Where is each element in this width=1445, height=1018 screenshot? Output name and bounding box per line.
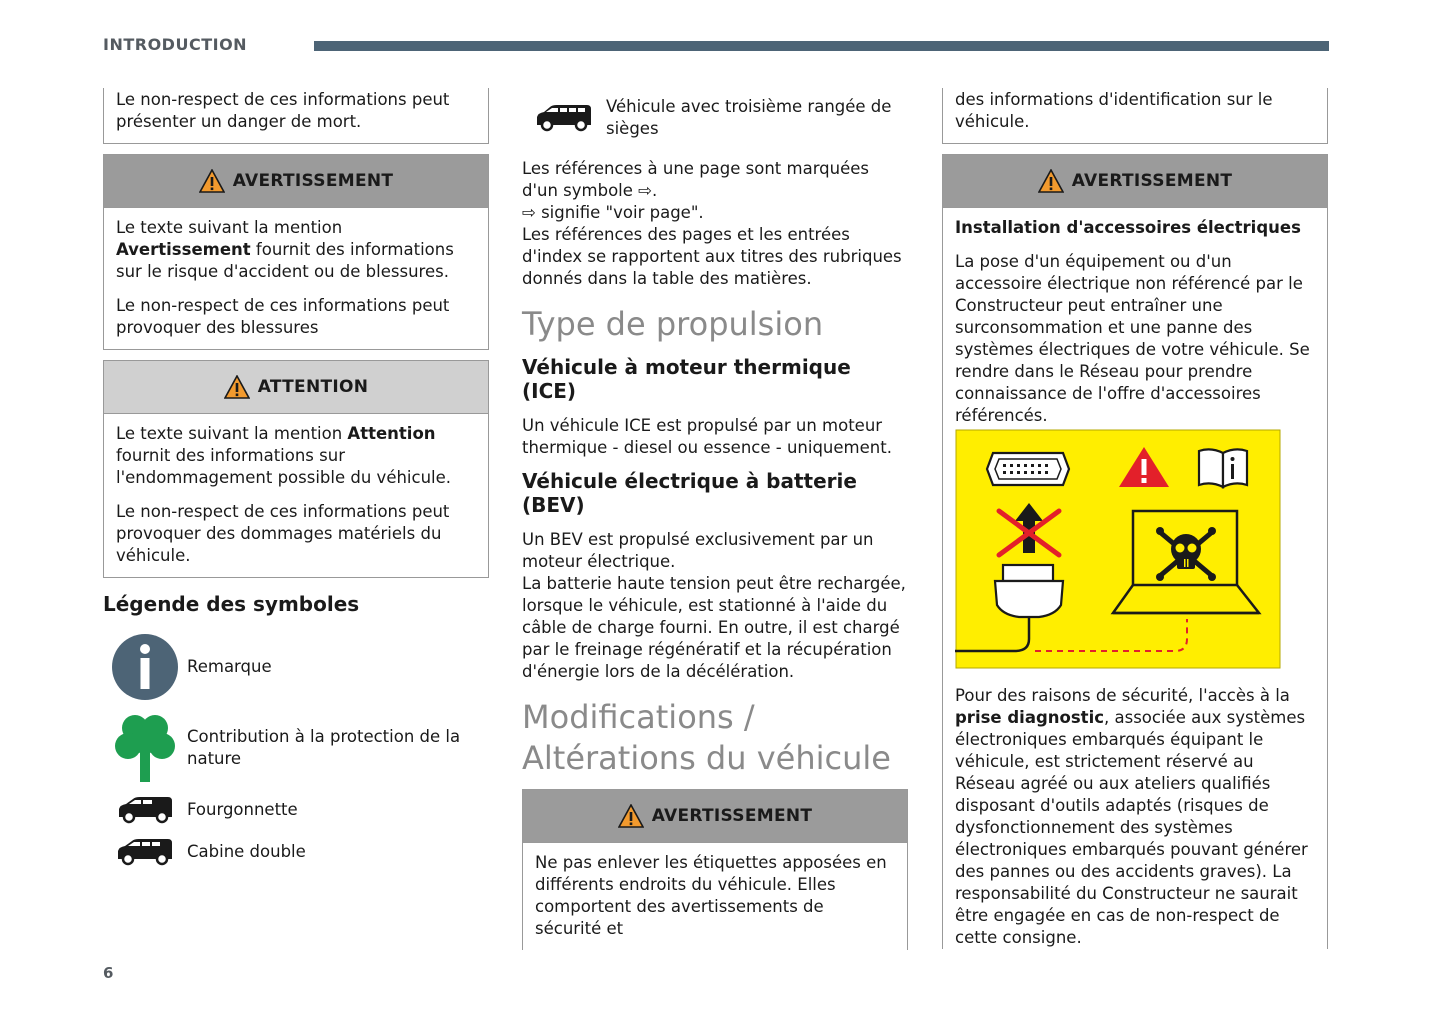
legend-item-nature xyxy=(103,714,489,782)
legend-item-double-cab xyxy=(103,838,489,866)
tree-icon xyxy=(115,714,175,782)
legend-label: Remarque xyxy=(187,657,272,676)
electrical-p1: La pose d'un équipement ou d'un accessoire électrique non référencé par le Constructeur peut entraîner une surconsommation et une panne des systèmes électriques de votre véhicule. Se rendre dans le Réseau pour prendre connaissance de l'offre d'accessoires référencés. xyxy=(955,252,1310,425)
column-1 xyxy=(103,88,489,880)
legend-label: Contribution à la protection de la nature xyxy=(187,727,461,768)
attention-box xyxy=(103,360,489,578)
warning-triangle-icon xyxy=(618,804,644,828)
ice-title: Véhicule à moteur thermique (ICE) xyxy=(522,355,851,403)
attention-p2: Le non-respect de ces informations peut provoquer des dommages matériels du véhicule. xyxy=(116,502,450,565)
warning-p1-text: Le texte suivant la mention xyxy=(116,218,343,237)
bev-text-1: Un BEV est propulsé exclusivement par un moteur électrique. xyxy=(522,530,874,571)
danger-box-continued xyxy=(103,88,489,144)
header-bar xyxy=(314,41,1329,51)
legend-title: Légende des symboles xyxy=(103,592,360,616)
identification-box-continued xyxy=(942,88,1328,144)
column-2 xyxy=(522,88,908,950)
warning-title: AVERTISSEMENT xyxy=(651,806,813,826)
legend-item-van xyxy=(103,796,489,824)
propulsion-title: Type de propulsion xyxy=(522,305,824,343)
warning-title: AVERTISSEMENT xyxy=(232,171,394,191)
attention-title: ATTENTION xyxy=(257,377,369,397)
warning-header xyxy=(523,790,907,843)
double-cab-icon xyxy=(116,838,174,866)
electrical-warning-box xyxy=(942,154,1328,679)
electrical-p2-text-end: , associée aux systèmes électroniques embarqués équipant le véhicule, est strictement réservé au Réseau agréé ou aux ateliers qualifiés disposant d'outils adaptés (risques de dysfonctionnement des systèmes électroniques embarqués pouvant générer des pannes ou des accidents graves). La responsabilité du Constructeur ne saurait être engagée en cas de non-respect de cette consigne. xyxy=(955,708,1308,947)
page-number: 6 xyxy=(103,964,114,982)
van-icon xyxy=(116,796,174,824)
column-3 xyxy=(942,88,1328,949)
danger-text: Le non-respect de ces informations peut présenter un danger de mort. xyxy=(116,90,450,131)
identification-text: des informations d'identification sur le véhicule. xyxy=(955,90,1273,131)
legend-item-remarque xyxy=(103,634,489,700)
section-title: INTRODUCTION xyxy=(103,35,248,54)
warning-box xyxy=(103,154,489,350)
attention-p1 xyxy=(116,423,476,489)
refs-line-2: ⇨ signifie "voir page". xyxy=(522,203,704,222)
warning-p1 xyxy=(116,217,476,283)
modifications-title: Modifications / Altérations du véhicule xyxy=(522,698,891,777)
legend-label: Cabine double xyxy=(187,842,306,861)
warning-title: AVERTISSEMENT xyxy=(1071,171,1233,191)
diagnostic-port-warning-diagram xyxy=(955,429,1281,669)
bev-text-2: La batterie haute tension peut être rechargée, lorsque le véhicule, est stationné à l'aide du câble de charge fourni. En outre, il est chargé par le freinage régénératif et la récupération d'énergie lors de la décélération. xyxy=(522,574,906,681)
refs-line-1: Les références à une page sont marquées d'un symbole ⇨. xyxy=(522,159,870,200)
electrical-warning-continued xyxy=(942,679,1328,949)
electrical-p2-text: Pour des raisons de sécurité, l'accès à la xyxy=(955,686,1290,705)
electrical-p2 xyxy=(955,679,1315,949)
warning-triangle-icon xyxy=(224,375,250,399)
warning-triangle-icon xyxy=(1038,169,1064,193)
attention-p1-text: Le texte suivant la mention xyxy=(116,424,348,443)
info-icon xyxy=(112,634,178,700)
modifications-warning-text: Ne pas enlever les étiquettes apposées en différents endroits du véhicule. Elles comportent des avertissements de sécurité et xyxy=(535,853,887,938)
refs-line-3: Les références des pages et les entrées d'index se rapportent aux titres des rubriques donnés dans la table des matières. xyxy=(522,225,902,288)
attention-header xyxy=(104,361,488,414)
warning-p1-bold: Avertissement xyxy=(116,240,251,259)
warning-p1-text-end: fournit des informations sur le risque d'accident ou de blessures. xyxy=(116,240,454,281)
ice-text: Un véhicule ICE est propulsé par un moteur thermique - diesel ou essence - uniquement. xyxy=(522,416,892,457)
obd-connector-icon xyxy=(987,453,1069,485)
attention-p1-text-end: fournit des informations sur l'endommagement possible du véhicule. xyxy=(116,446,452,487)
warning-header xyxy=(943,155,1327,208)
attention-p1-bold: Attention xyxy=(347,424,436,443)
bev-title: Véhicule électrique à batterie (BEV) xyxy=(522,469,857,517)
legend-label: Véhicule avec troisième rangée de sièges xyxy=(606,97,892,138)
electrical-p2-bold: prise diagnostic xyxy=(955,708,1104,727)
manual-book-icon xyxy=(1199,449,1247,487)
modifications-warning-box xyxy=(522,789,908,950)
minivan-icon xyxy=(535,104,593,132)
legend-item-third-row xyxy=(522,96,908,140)
warning-triangle-icon xyxy=(199,169,225,193)
electrical-subtitle: Installation d'accessoires électriques xyxy=(955,218,1301,237)
warning-header xyxy=(104,155,488,208)
warning-p2: Le non-respect de ces informations peut provoquer des blessures xyxy=(116,296,450,337)
legend-label: Fourgonnette xyxy=(187,800,298,819)
